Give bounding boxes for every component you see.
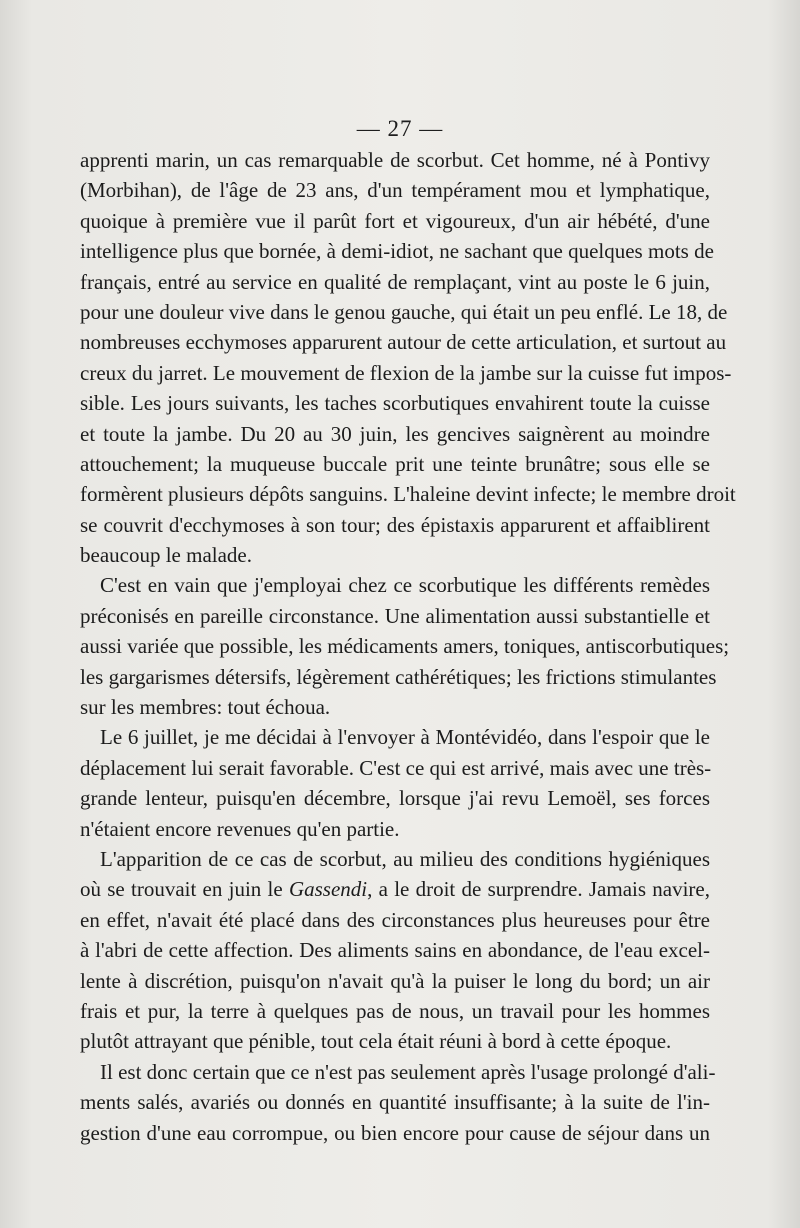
paragraph-2 (80, 570, 730, 722)
text-line: français, entré au service en qualité de remplaçant, vint au poste le 6 juin, (80, 269, 710, 294)
text-line: les gargarismes détersifs, légèrement cathérétiques; les frictions stimulantes (80, 664, 717, 689)
text-line: plutôt attrayant que pénible, tout cela était réuni à bord à cette époque. (80, 1029, 672, 1054)
text-line: ments salés, avariés ou donnés en quantité insuffisante; à la suite de l'in- (80, 1090, 710, 1115)
text-line: en effet, n'avait été placé dans des circonstances plus heureuses pour être (80, 907, 710, 932)
text-line: nombreuses ecchymoses apparurent autour de cette articulation, et surtout au (80, 330, 727, 355)
text-line: préconisés en pareille circonstance. Une alimentation aussi substantielle et (80, 603, 710, 628)
text-line: Le 6 juillet, je me décidai à l'envoyer à Montévidéo, dans l'espoir que le (100, 725, 710, 750)
text-line: grande lenteur, puisqu'en décembre, lorsque j'ai revu Lemoël, ses forces (80, 786, 710, 811)
text-line: lente à discrétion, puisqu'on n'avait qu'à la puiser le long du bord; un air (80, 968, 710, 993)
text-line: quoique à première vue il parût fort et vigoureux, d'un air hébété, d'une (80, 208, 710, 233)
text-line: pour une douleur vive dans le genou gauche, qui était un peu enflé. Le 18, de (80, 299, 728, 324)
body-text (80, 145, 736, 1148)
text-line: L'apparition de ce cas de scorbut, au milieu des conditions hygiéniques (100, 846, 710, 871)
text-line: se couvrit d'ecchymoses à son tour; des épistaxis apparurent et affaiblirent (80, 512, 710, 537)
text-line: déplacement lui serait favorable. C'est ce qui est arrivé, mais avec une très- (80, 755, 712, 780)
text-line: beaucoup le malade. (80, 543, 252, 568)
text-line: attouchement; la muqueuse buccale prit une teinte brunâtre; sous elle se (80, 451, 710, 476)
text-line: à l'abri de cette affection. Des aliments sains en abondance, de l'eau excel- (80, 938, 710, 963)
text-line: creux du jarret. Le mouvement de flexion de la jambe sur la cuisse fut impos- (80, 360, 732, 385)
text-line: aussi variée que possible, les médicaments amers, toniques, antiscorbutiques; (80, 634, 730, 659)
text-line: frais et pur, la terre à quelques pas de nous, un travail pour les hommes (80, 998, 710, 1023)
text-line: formèrent plusieurs dépôts sanguins. L'haleine devint infecte; le membre droit (80, 482, 736, 507)
text-line: et toute la jambe. Du 20 au 30 juin, les gencives saignèrent au moindre (80, 421, 710, 446)
paragraph-4 (80, 844, 710, 1057)
text-line: C'est en vain que j'employai chez ce scorbutique les différents remèdes (100, 573, 710, 598)
text-line: intelligence plus que bornée, à demi-idiot, ne sachant que quelques mots de (80, 239, 714, 264)
text-line: (Morbihan), de l'âge de 23 ans, d'un tempérament mou et lymphatique, (80, 178, 710, 203)
paragraph-3 (80, 722, 710, 844)
paragraph-5 (80, 1057, 716, 1148)
text-line: n'étaient encore revenues qu'en partie. (80, 816, 400, 841)
paragraph-1 (80, 145, 736, 570)
text-line: apprenti marin, un cas remarquable de scorbut. Cet homme, né à Pontivy (80, 148, 710, 172)
text-line: où se trouvait en juin le Gassendi, a le droit de surprendre. Jamais navire, (80, 877, 710, 902)
text-line: Il est donc certain que ce n'est pas seulement après l'usage prolongé d'ali- (100, 1059, 716, 1084)
text-line: sible. Les jours suivants, les taches scorbutiques envahirent toute la cuisse (80, 391, 710, 416)
text-line: gestion d'une eau corrompue, ou bien encore pour cause de séjour dans un (80, 1120, 710, 1145)
text-line: sur les membres: tout échoua. (80, 695, 331, 720)
page-number: — 27 — (356, 116, 444, 141)
